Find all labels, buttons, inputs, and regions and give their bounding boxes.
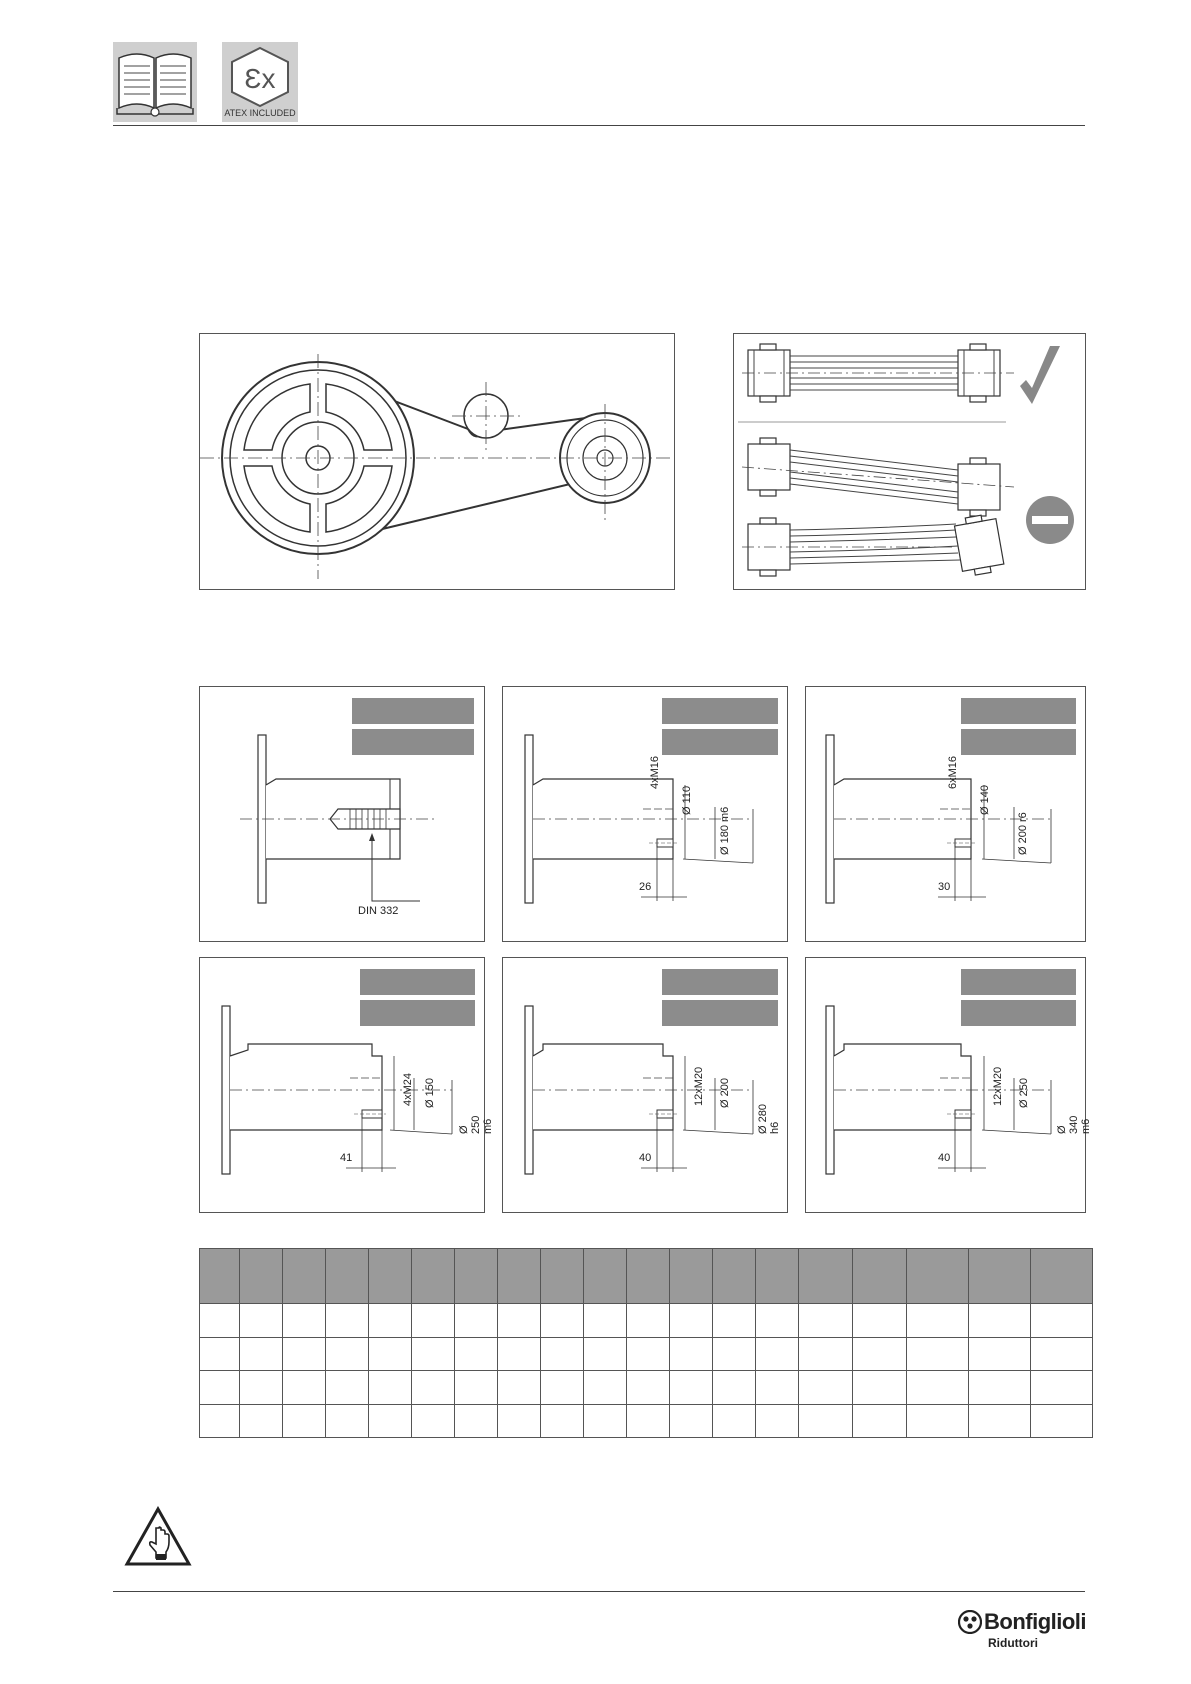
- pcd-label: Ø 200: [719, 1078, 731, 1108]
- table-cell: [541, 1337, 584, 1371]
- diameter-label: Ø 340 m6: [1056, 1115, 1092, 1134]
- depth-label: 41: [340, 1152, 353, 1164]
- table-cell: [541, 1304, 584, 1338]
- table-header-cell: [853, 1249, 907, 1304]
- table-cell: [455, 1304, 498, 1338]
- table-row: [200, 1337, 1093, 1371]
- header-rule: [113, 125, 1085, 126]
- table-cell: [713, 1304, 756, 1338]
- table-cell: [907, 1371, 969, 1405]
- table-cell: [584, 1371, 627, 1405]
- warning-hand-icon: [124, 1506, 192, 1568]
- table-cell: [670, 1371, 713, 1405]
- thread-label: 4xM24: [402, 1072, 414, 1106]
- spec-table: [199, 1248, 1093, 1438]
- table-cell: [240, 1337, 283, 1371]
- table-cell: [853, 1371, 907, 1405]
- table-cell: [627, 1304, 670, 1338]
- table-header-cell: [541, 1249, 584, 1304]
- table-cell: [369, 1337, 412, 1371]
- shaft-note: DIN 332: [358, 905, 399, 917]
- shaft-panel-2: [502, 686, 788, 942]
- table-cell: [969, 1337, 1031, 1371]
- pcd-label: Ø 110: [681, 785, 693, 815]
- shaft-panel-3: [805, 686, 1086, 942]
- diameter-label: Ø 280 h6: [757, 1104, 781, 1134]
- table-cell: [369, 1371, 412, 1405]
- table-cell: [240, 1371, 283, 1405]
- shaft-panel-6: [805, 957, 1092, 1213]
- depth-label: 26: [639, 881, 652, 893]
- table-cell: [283, 1337, 326, 1371]
- table-cell: [670, 1404, 713, 1438]
- thread-label: 12xM20: [992, 1066, 1004, 1106]
- table-cell: [412, 1404, 455, 1438]
- table-cell: [200, 1304, 240, 1338]
- table-cell: [326, 1337, 369, 1371]
- brand-sub: Riduttori: [988, 1636, 1038, 1650]
- table-cell: [756, 1371, 799, 1405]
- table-header-cell: [240, 1249, 283, 1304]
- diameter-label: Ø 200 r6: [1017, 812, 1029, 855]
- table-cell: [756, 1404, 799, 1438]
- table-cell: [799, 1304, 853, 1338]
- table-row: [200, 1304, 1093, 1338]
- table-cell: [326, 1371, 369, 1405]
- table-cell: [326, 1304, 369, 1338]
- table-cell: [969, 1404, 1031, 1438]
- table-header-cell: [584, 1249, 627, 1304]
- table-cell: [907, 1304, 969, 1338]
- bonfiglioli-logo-icon: [958, 1610, 982, 1634]
- brand-name: Bonfiglioli: [984, 1609, 1087, 1634]
- table-cell: [756, 1337, 799, 1371]
- table-cell: [455, 1371, 498, 1405]
- table-header-cell: [713, 1249, 756, 1304]
- pcd-label: Ø 150: [424, 1078, 436, 1108]
- thread-label: 4xM16: [649, 755, 661, 789]
- table-cell: [240, 1304, 283, 1338]
- table-cell: [969, 1371, 1031, 1405]
- table-cell: [907, 1404, 969, 1438]
- table-cell: [853, 1404, 907, 1438]
- thread-label: 12xM20: [693, 1066, 705, 1106]
- table-row: [200, 1404, 1093, 1438]
- table-cell: [627, 1371, 670, 1405]
- table-header-cell: [200, 1249, 240, 1304]
- table-cell: [853, 1337, 907, 1371]
- table-cell: [670, 1337, 713, 1371]
- table-cell: [799, 1337, 853, 1371]
- table-header-cell: [799, 1249, 853, 1304]
- table-cell: [584, 1304, 627, 1338]
- table-cell: [498, 1304, 541, 1338]
- table-cell: [756, 1304, 799, 1338]
- table-cell: [1031, 1304, 1093, 1338]
- table-cell: [907, 1337, 969, 1371]
- table-cell: [498, 1404, 541, 1438]
- footer-rule: [113, 1591, 1085, 1592]
- table-cell: [200, 1371, 240, 1405]
- table-cell: [670, 1304, 713, 1338]
- alignment-figure: [733, 333, 1086, 590]
- shaft-panel-4: [199, 957, 494, 1213]
- depth-label: 40: [938, 1152, 951, 1164]
- table-cell: [627, 1404, 670, 1438]
- thread-label: 6xM16: [947, 755, 959, 789]
- table-cell: [713, 1337, 756, 1371]
- table-cell: [283, 1371, 326, 1405]
- table-cell: [1031, 1404, 1093, 1438]
- table-cell: [584, 1337, 627, 1371]
- table-header-cell: [455, 1249, 498, 1304]
- belt-drive-figure: [199, 333, 675, 590]
- table-header-row: [200, 1249, 1093, 1304]
- table-cell: [200, 1337, 240, 1371]
- table-cell: [498, 1337, 541, 1371]
- table-cell: [799, 1371, 853, 1405]
- table-cell: [584, 1404, 627, 1438]
- table-cell: [369, 1304, 412, 1338]
- table-header-cell: [1031, 1249, 1093, 1304]
- table-cell: [283, 1304, 326, 1338]
- shaft-panel-1: [199, 686, 485, 942]
- diameter-label: Ø 180 m6: [719, 806, 731, 855]
- table-header-cell: [498, 1249, 541, 1304]
- pcd-label: Ø 250: [1018, 1078, 1030, 1108]
- table-cell: [283, 1404, 326, 1438]
- table-row: [200, 1371, 1093, 1405]
- atex-label: ATEX INCLUDED: [224, 108, 296, 118]
- table-cell: [455, 1337, 498, 1371]
- table-cell: [541, 1371, 584, 1405]
- table-header-cell: [756, 1249, 799, 1304]
- depth-label: 30: [938, 881, 951, 893]
- table-cell: [713, 1371, 756, 1405]
- table-cell: [498, 1371, 541, 1405]
- atex-icon: [222, 42, 298, 122]
- table-cell: [1031, 1337, 1093, 1371]
- table-header-cell: [969, 1249, 1031, 1304]
- table-header-cell: [670, 1249, 713, 1304]
- shaft-panel-5: [502, 957, 788, 1213]
- manual-icon: [113, 42, 197, 122]
- table-cell: [969, 1304, 1031, 1338]
- table-header-cell: [369, 1249, 412, 1304]
- table-cell: [713, 1404, 756, 1438]
- table-cell: [799, 1404, 853, 1438]
- table-header-cell: [412, 1249, 455, 1304]
- table-header-cell: [283, 1249, 326, 1304]
- table-cell: [853, 1304, 907, 1338]
- table-cell: [541, 1404, 584, 1438]
- table-cell: [240, 1404, 283, 1438]
- pcd-label: Ø 140: [979, 785, 991, 815]
- table-cell: [412, 1371, 455, 1405]
- table-cell: [627, 1337, 670, 1371]
- table-cell: [200, 1404, 240, 1438]
- table-header-cell: [326, 1249, 369, 1304]
- table-cell: [369, 1404, 412, 1438]
- table-cell: [326, 1404, 369, 1438]
- diameter-label: Ø 250 m6: [458, 1115, 494, 1134]
- table-cell: [455, 1404, 498, 1438]
- depth-label: 40: [639, 1152, 652, 1164]
- table-cell: [412, 1337, 455, 1371]
- table-header-cell: [907, 1249, 969, 1304]
- table-cell: [1031, 1371, 1093, 1405]
- table-cell: [412, 1304, 455, 1338]
- table-header-cell: [627, 1249, 670, 1304]
- svg-text:Ɛx: Ɛx: [244, 63, 276, 94]
